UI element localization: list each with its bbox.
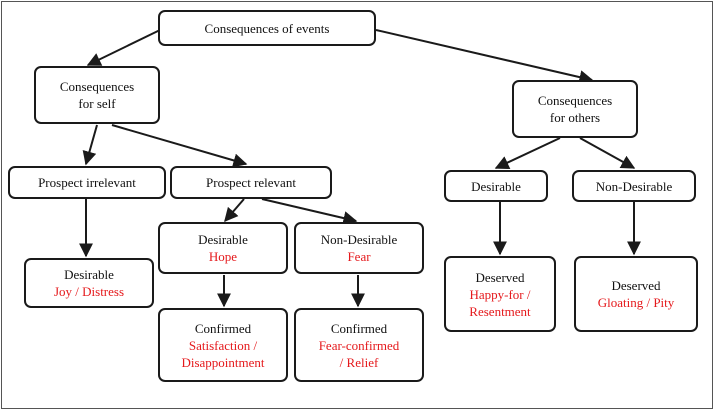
edge-relevant-nondesirable — [262, 199, 356, 221]
node-prospect-relevant — [170, 166, 332, 199]
node-label: Deserved — [475, 269, 525, 285]
node-label: Consequences of events — [204, 20, 330, 36]
emotion-label-line1: Fear-confirmed — [318, 337, 400, 353]
edge-root-others — [376, 30, 592, 80]
edge-self-relevant — [112, 125, 246, 164]
node-label: Prospect irrelevant — [38, 175, 136, 190]
node-confirmed-hope — [158, 308, 288, 382]
emotion-label-line1: Satisfaction / — [188, 337, 258, 353]
edge-self-irrelevant — [86, 125, 97, 164]
node-deserved-desirable — [444, 256, 556, 332]
node-others-non-desirable — [572, 170, 696, 202]
emotion-label: Gloating / Pity — [597, 295, 675, 310]
node-prospect-irrelevant — [8, 166, 166, 199]
node-label: Desirable — [471, 178, 521, 194]
emotion-label: Joy / Distress — [53, 284, 125, 299]
edge-others-desirable — [496, 138, 560, 168]
node-others-desirable — [444, 170, 548, 202]
node-consequences-for-others — [512, 80, 638, 138]
node-label: Deserved — [611, 278, 661, 293]
emotion-label-line2: Disappointment — [181, 354, 265, 370]
node-label: Desirable — [64, 267, 114, 282]
node-label: Confirmed — [194, 320, 252, 336]
node-label-line2: for self — [78, 96, 116, 111]
node-relevant-desirable — [158, 222, 288, 274]
node-deserved-non-desirable — [574, 256, 698, 332]
emotion-label: Hope — [208, 249, 238, 264]
emotion-label: Fear — [347, 249, 371, 264]
node-label: Non-Desirable — [320, 232, 398, 247]
node-label-line1: Consequences — [537, 93, 613, 108]
node-relevant-non-desirable — [294, 222, 424, 274]
edge-others-nondesirable — [580, 138, 634, 168]
emotion-label-line2: / Relief — [339, 354, 379, 370]
node-confirmed-fear — [294, 308, 424, 382]
edge-relevant-desirable — [225, 199, 244, 221]
node-consequences-for-self — [34, 66, 160, 124]
node-label: Desirable — [198, 232, 248, 247]
node-label-line1: Consequences — [59, 79, 135, 94]
node-label-line2: for others — [549, 110, 601, 125]
emotion-label-line1: Happy-for / — [469, 286, 531, 302]
edge-root-self — [88, 30, 160, 65]
node-label: Prospect relevant — [206, 175, 296, 190]
emotion-label-line2: Resentment — [469, 303, 531, 319]
node-consequences-of-events — [158, 10, 376, 46]
node-label: Non-Desirable — [595, 178, 673, 194]
node-self-desirable — [24, 258, 154, 308]
node-label: Confirmed — [330, 320, 388, 336]
